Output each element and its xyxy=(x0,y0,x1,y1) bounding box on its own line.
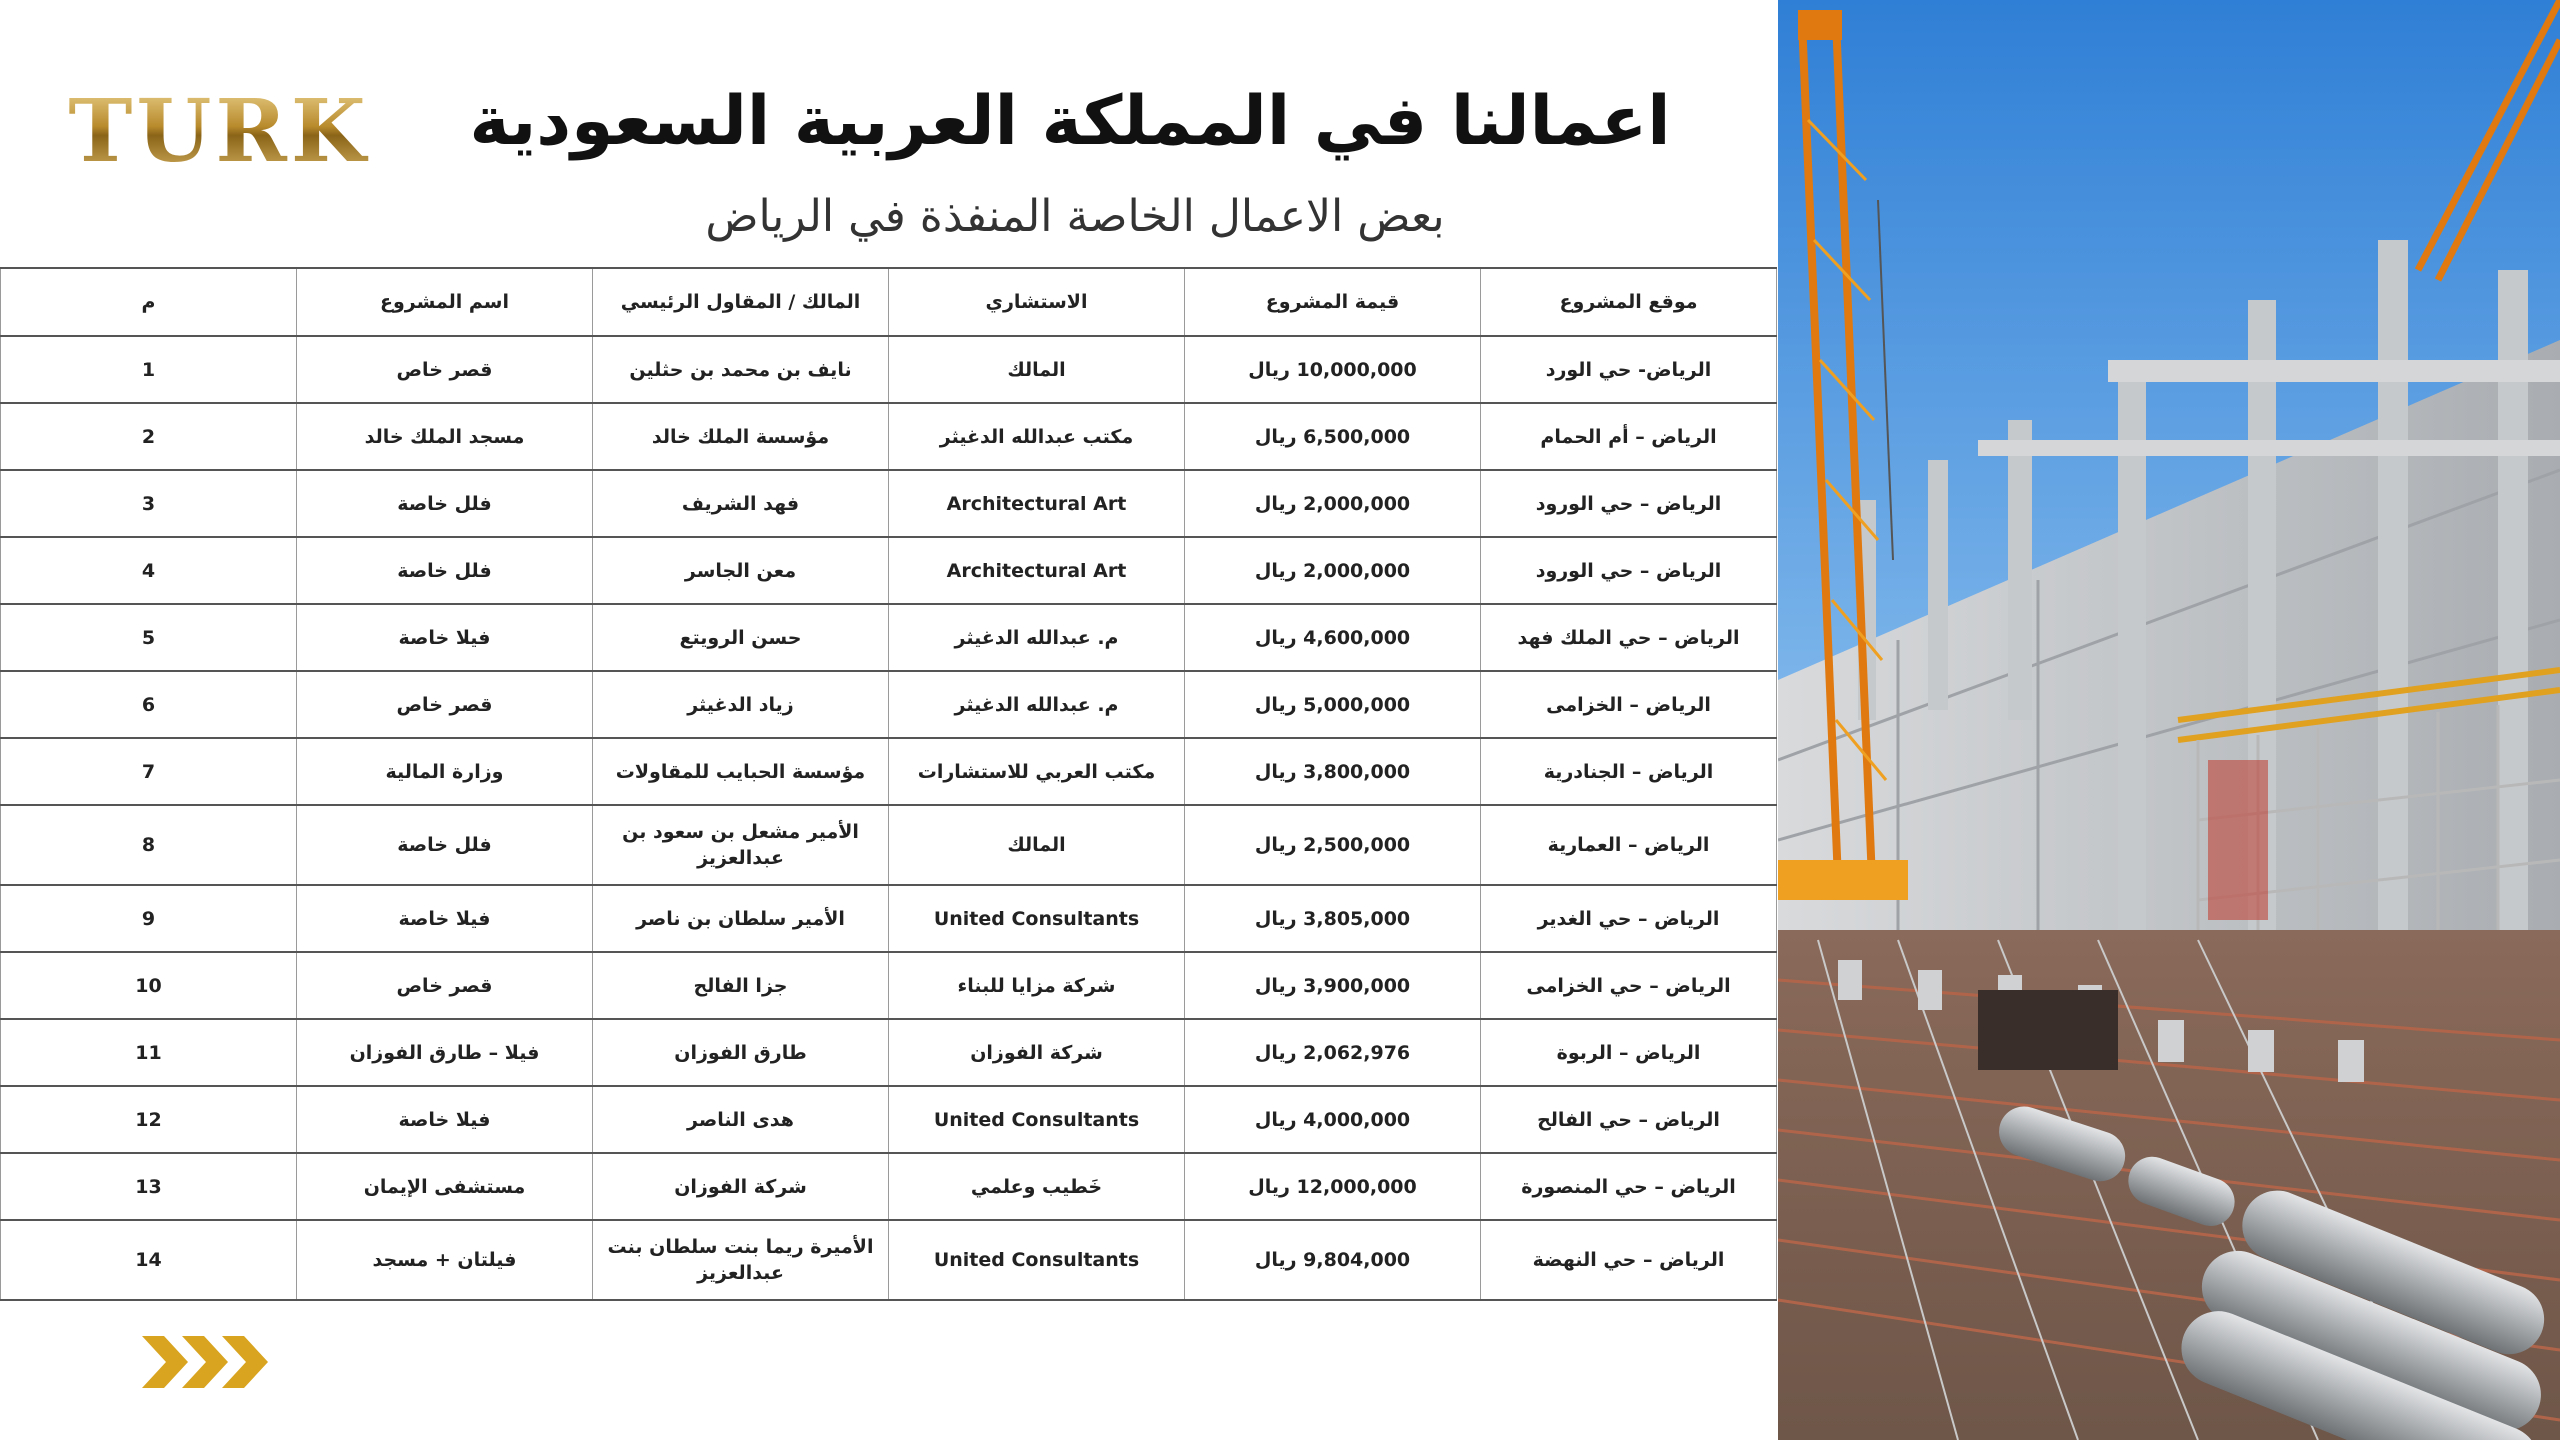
cell-consultant: المالك xyxy=(889,805,1185,885)
cell-owner: طارق الفوزان xyxy=(593,1019,889,1086)
cell-consultant: United Consultants xyxy=(889,1086,1185,1153)
cell-project: وزارة المالية xyxy=(297,738,593,805)
cell-consultant: شركة مزايا للبناء xyxy=(889,952,1185,1019)
cell-location: الرياض – حي الورود xyxy=(1481,537,1777,604)
cell-project: فلل خاصة xyxy=(297,470,593,537)
cell-value: 3,805,000 ريال xyxy=(1185,885,1481,952)
cell-owner: الأمير مشعل بن سعود بن عبدالعزيز xyxy=(593,805,889,885)
cell-value: 2,000,000 ريال xyxy=(1185,537,1481,604)
cell-value: 4,600,000 ريال xyxy=(1185,604,1481,671)
cell-number: 10 xyxy=(1,952,297,1019)
cell-location: الرياض – العمارية xyxy=(1481,805,1777,885)
table-header-row xyxy=(1,268,1777,336)
cell-project: فيلا خاصة xyxy=(297,1086,593,1153)
cell-location: الرياض – أم الحمام xyxy=(1481,403,1777,470)
cell-owner: الأميرة ريما بنت سلطان بنت عبدالعزيز xyxy=(593,1220,889,1300)
cell-number: 3 xyxy=(1,470,297,537)
cell-project: قصر خاص xyxy=(297,952,593,1019)
cell-value: 2,500,000 ريال xyxy=(1185,805,1481,885)
cell-project: فيلا خاصة xyxy=(297,604,593,671)
cell-owner: حسن الرويتع xyxy=(593,604,889,671)
page-title: اعمالنا في المملكة العربية السعودية xyxy=(469,82,1671,161)
header-location: موقع المشروع xyxy=(1481,268,1777,336)
cell-consultant: مكتب العربي للاستشارات xyxy=(889,738,1185,805)
header-value: قيمة المشروع xyxy=(1185,268,1481,336)
cell-location: الرياض – حي الملك فهد xyxy=(1481,604,1777,671)
cell-consultant: شركة الفوزان xyxy=(889,1019,1185,1086)
cell-value: 3,800,000 ريال xyxy=(1185,738,1481,805)
cell-number: 1 xyxy=(1,336,297,403)
cell-location: الرياض – الخزامى xyxy=(1481,671,1777,738)
table-row xyxy=(1,537,1777,604)
cell-number: 8 xyxy=(1,805,297,885)
cell-project: فيلا – طارق الفوزان xyxy=(297,1019,593,1086)
cell-location: الرياض – الربوة xyxy=(1481,1019,1777,1086)
cell-owner: نايف بن محمد بن حثلين xyxy=(593,336,889,403)
cell-value: 2,062,976 ريال xyxy=(1185,1019,1481,1086)
cell-consultant: المالك xyxy=(889,336,1185,403)
brand-logo: TURK xyxy=(64,86,374,176)
cell-value: 4,000,000 ريال xyxy=(1185,1086,1481,1153)
table-row xyxy=(1,403,1777,470)
cell-consultant: م. عبدالله الدغيثر xyxy=(889,671,1185,738)
cell-project: فلل خاصة xyxy=(297,537,593,604)
cell-owner: هدى الناصر xyxy=(593,1086,889,1153)
cell-consultant: Architectural Art xyxy=(889,537,1185,604)
cell-owner: زياد الدغيثر xyxy=(593,671,889,738)
cell-owner: مؤسسة الحبايب للمقاولات xyxy=(593,738,889,805)
cell-owner: شركة الفوزان xyxy=(593,1153,889,1220)
cell-number: 11 xyxy=(1,1019,297,1086)
cell-value: 6,500,000 ريال xyxy=(1185,403,1481,470)
projects-table xyxy=(0,267,1777,1301)
cell-location: الرياض- حي الورد xyxy=(1481,336,1777,403)
cell-value: 5,000,000 ريال xyxy=(1185,671,1481,738)
cell-value: 12,000,000 ريال xyxy=(1185,1153,1481,1220)
table-row xyxy=(1,1086,1777,1153)
cell-number: 9 xyxy=(1,885,297,952)
table-row xyxy=(1,470,1777,537)
table-row xyxy=(1,885,1777,952)
cell-number: 14 xyxy=(1,1220,297,1300)
cell-consultant: United Consultants xyxy=(889,1220,1185,1300)
cell-location: الرياض – حي الورود xyxy=(1481,470,1777,537)
cell-number: 5 xyxy=(1,604,297,671)
cell-project: فيلتان + مسجد xyxy=(297,1220,593,1300)
header-project: اسم المشروع xyxy=(297,268,593,336)
cell-project: قصر خاص xyxy=(297,336,593,403)
header-consultant: الاستشاري xyxy=(889,268,1185,336)
cell-number: 4 xyxy=(1,537,297,604)
table-row xyxy=(1,336,1777,403)
cell-owner: الأمير سلطان بن ناصر xyxy=(593,885,889,952)
cell-project: فيلا خاصة xyxy=(297,885,593,952)
cell-number: 6 xyxy=(1,671,297,738)
cell-project: فلل خاصة xyxy=(297,805,593,885)
construction-site-photo xyxy=(1778,0,2560,1440)
cell-location: الرياض – حي النهضة xyxy=(1481,1220,1777,1300)
table-row xyxy=(1,671,1777,738)
cell-value: 10,000,000 ريال xyxy=(1185,336,1481,403)
cell-owner: مؤسسة الملك خالد xyxy=(593,403,889,470)
triple-chevron-right-icon xyxy=(142,1332,282,1392)
cell-location: الرياض – حي الفالح xyxy=(1481,1086,1777,1153)
table-row xyxy=(1,1220,1777,1300)
table-row xyxy=(1,952,1777,1019)
cell-consultant: United Consultants xyxy=(889,885,1185,952)
table-row xyxy=(1,1019,1777,1086)
cell-value: 9,804,000 ريال xyxy=(1185,1220,1481,1300)
cell-location: الرياض – حي الخزامى xyxy=(1481,952,1777,1019)
cell-project: قصر خاص xyxy=(297,671,593,738)
cell-consultant: خَطيب وعلمي xyxy=(889,1153,1185,1220)
table-row xyxy=(1,805,1777,885)
cell-value: 3,900,000 ريال xyxy=(1185,952,1481,1019)
cell-number: 2 xyxy=(1,403,297,470)
cell-owner: جزا الفالح xyxy=(593,952,889,1019)
cell-location: الرياض – الجنادرية xyxy=(1481,738,1777,805)
cell-number: 7 xyxy=(1,738,297,805)
cell-consultant: مكتب عبدالله الدغيثر xyxy=(889,403,1185,470)
cell-consultant: Architectural Art xyxy=(889,470,1185,537)
cell-project: مستشفى الإيمان xyxy=(297,1153,593,1220)
cell-project: مسجد الملك خالد xyxy=(297,403,593,470)
cell-location: الرياض – حي المنصورة xyxy=(1481,1153,1777,1220)
table-row xyxy=(1,604,1777,671)
cell-number: 13 xyxy=(1,1153,297,1220)
cell-location: الرياض – حي الغدير xyxy=(1481,885,1777,952)
table-row xyxy=(1,1153,1777,1220)
cell-owner: فهد الشريف xyxy=(593,470,889,537)
header-owner: المالك / المقاول الرئيسي xyxy=(593,268,889,336)
cell-owner: معن الجاسر xyxy=(593,537,889,604)
table-row xyxy=(1,738,1777,805)
header-number: م xyxy=(1,268,297,336)
cell-number: 12 xyxy=(1,1086,297,1153)
cell-consultant: م. عبدالله الدغيثر xyxy=(889,604,1185,671)
cell-value: 2,000,000 ريال xyxy=(1185,470,1481,537)
page-subtitle: بعض الاعمال الخاصة المنفذة في الرياض xyxy=(705,191,1445,242)
